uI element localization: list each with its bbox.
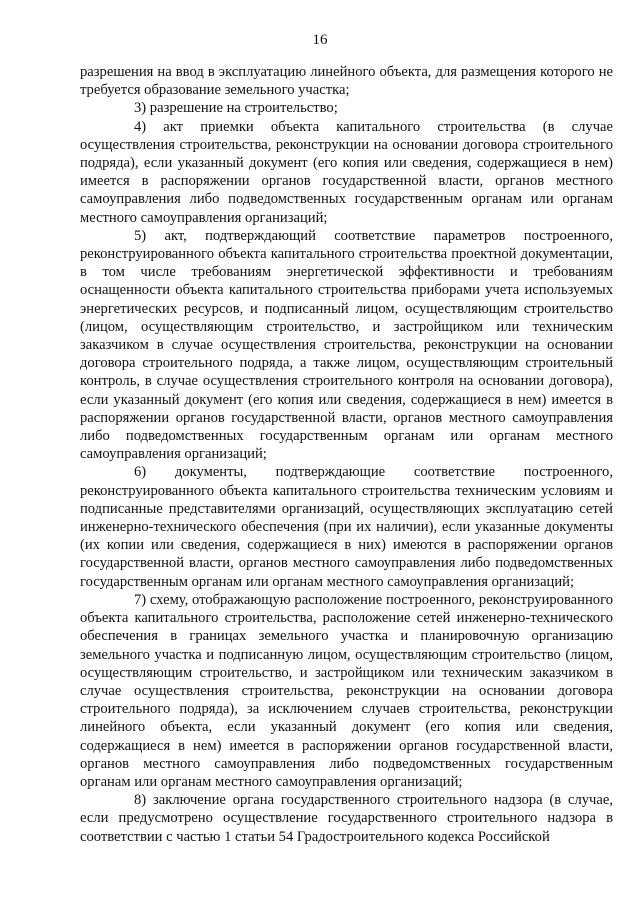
- paragraph: 4) акт приемки объекта капитального строительства (в случае осуществления строительства, реконструкции на основании договора строительного подряда), если указанный документ (его копия или сведения, содержащиеся в нем) имеется в распоряжении органов государственной власти, органов местного самоуправления либо подведомственных государственным органам или органам местного самоуправления организаций;: [80, 118, 613, 226]
- paragraph: разрешения на ввод в эксплуатацию линейного объекта, для размещения которого не требуется образование земельного участка;: [80, 64, 613, 99]
- paragraph: 8) заключение органа государственного строительного надзора (в случае, если предусмотрено осуществление государственного строительного надзора в соответствии с частью 1 статьи 54 Градостроительного кодекса Российской: [80, 792, 613, 845]
- paragraph: 6) документы, подтверждающие соответствие построенного, реконструированного объекта капитального строительства техническим условиям и подписанные представителями организаций, осуществляющих эксплуатацию сетей инженерно-технического обеспечения (при их наличии), если указанные документы (их копии или сведения, содержащиеся в них) имеются в распоряжении органов государственной власти, органов местного самоуправления либо подведомственных государственным органам или органам местного самоуправления организаций;: [80, 464, 613, 590]
- page-number: 16: [312, 32, 328, 48]
- paragraph: 7) схему, отображающую расположение построенного, реконструированного объекта капитального строительства, расположение сетей инженерно-технического обеспечения в границах земельного участка и планировочную организацию земельного участка и подписанную лицом, осуществляющим строительство (лицом, осуществляющим строительство, и застройщиком или техническим заказчиком в случае осуществления строительства, реконструкции на основании договора строительного подряда), за исключением случаев строительства, реконструкции линейного объекта, если указанный документ (его копия или сведения, содержащиеся в нем) имеется в распоряжении органов государственной власти, органов местного самоуправления либо подведомственных государственным органам или органам местного самоуправления организаций;: [80, 591, 613, 790]
- document-body: [80, 63, 613, 846]
- paragraph: 5) акт, подтверждающий соответствие параметров построенного, реконструированного объекта капитального строительства проектной документации, в том числе требованиям энергетической эффективности и требованиям оснащенности объекта капитального строительства приборами учета используемых энергетических ресурсов, и подписанный лицом, осуществляющим строительство (лицом, осуществляющим строительство, и застройщиком или техническим заказчиком в случае осуществления строительства, реконструкции на основании договора строительного подряда, а также лицом, осуществляющим строительный контроль, в случае осуществления строительного контроля на основании договора), если указанный документ (его копия или сведения, содержащиеся в нем) имеется в распоряжении органов государственной власти, органов местного самоуправления либо подведомственных государственным органам или органам местного самоуправления организаций;: [80, 227, 613, 463]
- paragraph: 3) разрешение на строительство;: [134, 100, 338, 117]
